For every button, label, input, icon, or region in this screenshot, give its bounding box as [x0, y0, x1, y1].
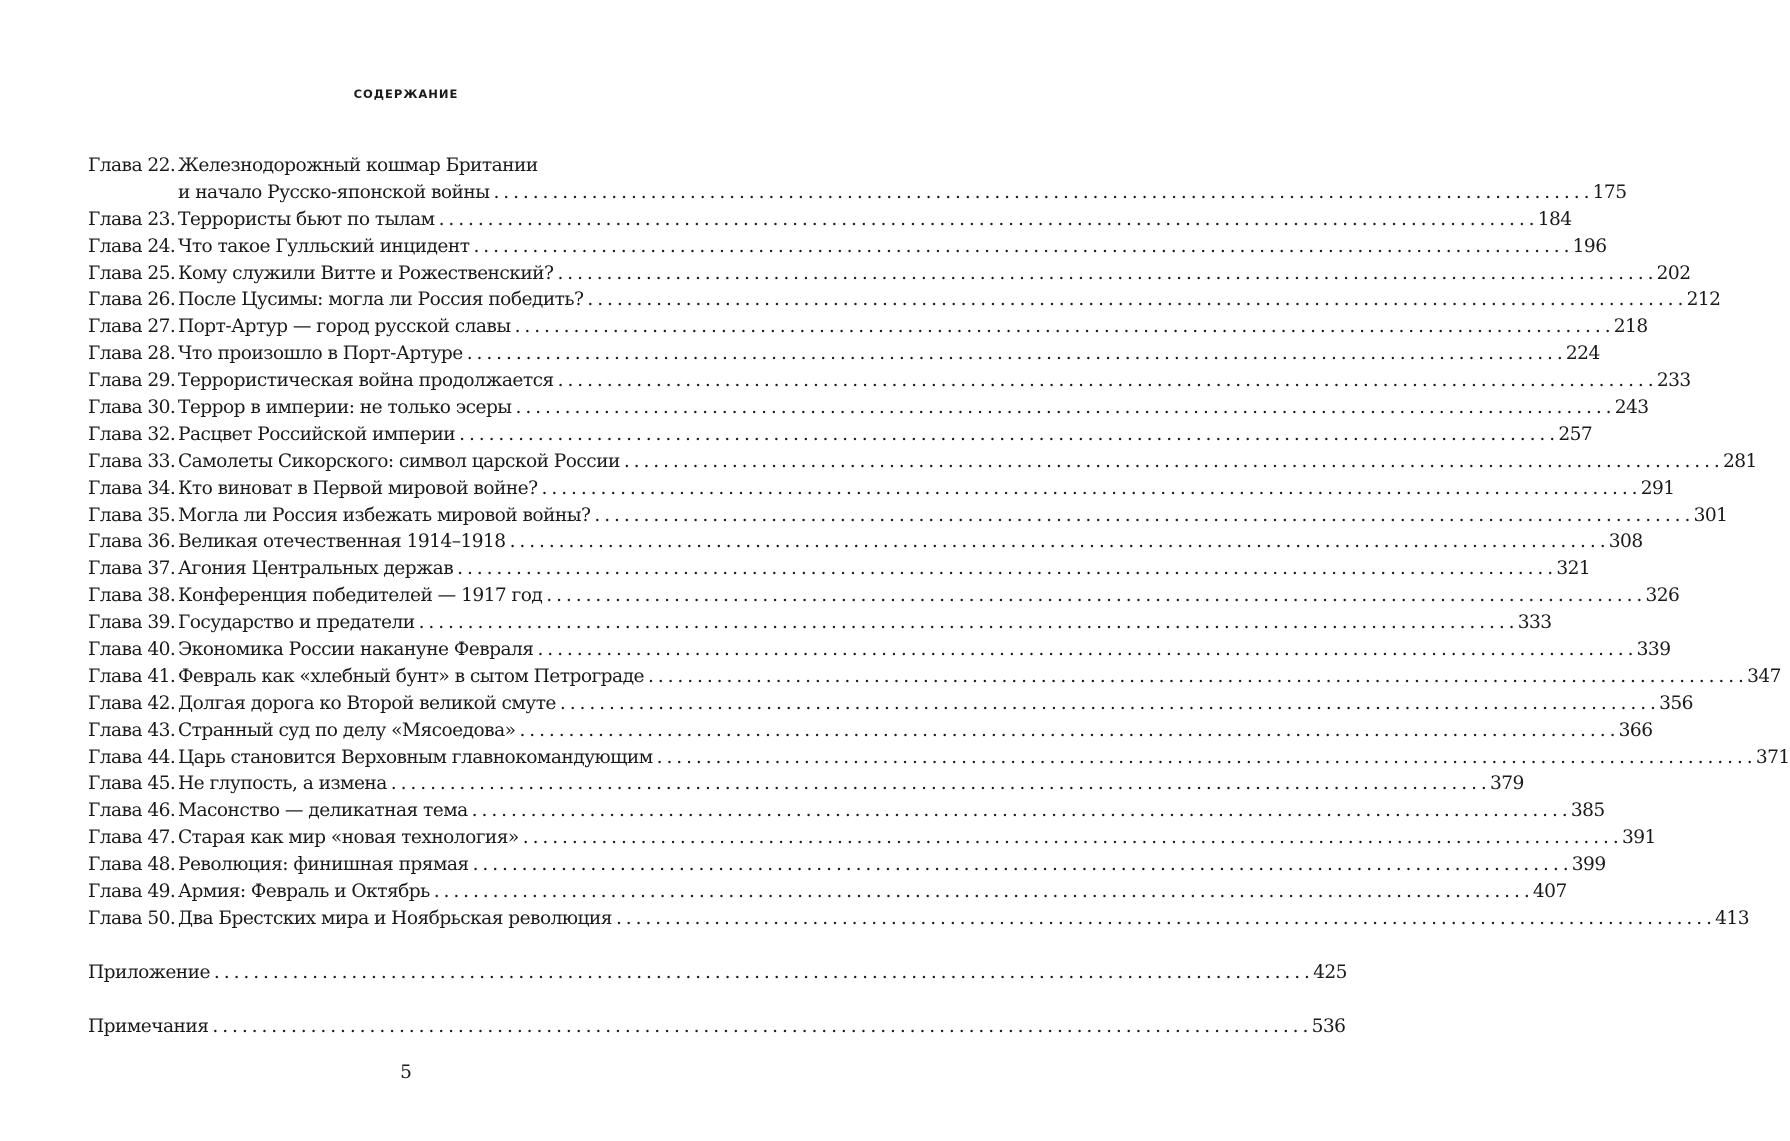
chapter-label: Глава 37.: [88, 558, 176, 580]
chapter-label: Глава 44.: [88, 746, 176, 768]
dot-leader: [434, 879, 1529, 906]
dot-leader: [457, 556, 1552, 583]
dot-leader: [467, 341, 1562, 368]
page-number: 184: [1537, 208, 1572, 230]
chapter-label: Глава 30.: [88, 397, 176, 419]
chapter-title: Кто виноват в Первой мировой войне?: [178, 477, 538, 499]
chapter-title: Революция: финишная прямая: [178, 854, 469, 876]
chapter-title: Могла ли Россия избежать мировой войны?: [178, 504, 591, 526]
page-number: 321: [1556, 558, 1591, 580]
chapter-title: Террор в империи: не только эсеры: [178, 397, 512, 419]
chapter-label: Глава 35.: [88, 504, 176, 526]
chapter-title: Что такое Гулльский инцидент: [178, 235, 470, 257]
toc-entry[interactable]: [88, 906, 1749, 933]
dot-leader: [493, 180, 1588, 207]
page-number: 366: [1618, 719, 1653, 741]
chapter-title: Армия: Февраль и Октябрь: [178, 881, 430, 903]
toc-entries: [88, 207, 1790, 933]
chapter-label: Глава 32.: [88, 423, 176, 445]
toc-entry[interactable]: [88, 771, 1524, 798]
chapter-label: Глава 29.: [88, 370, 176, 392]
chapter-label: Глава 23.: [88, 208, 176, 230]
chapter-title: Террористы бьют по тылам: [178, 208, 435, 230]
page-number: 536: [1311, 1015, 1346, 1037]
chapter-title: После Цусимы: могла ли Россия победить?: [178, 289, 584, 311]
chapter-title: Порт-Артур — город русской славы: [178, 316, 511, 338]
chapter-title: Кому служили Витте и Рожественский?: [178, 262, 554, 284]
dot-leader: [560, 691, 1655, 718]
chapter-title: Великая отечественная 1914–1918: [178, 531, 506, 553]
toc-entry[interactable]: [88, 583, 1680, 610]
chapter-title: Долгая дорога ко Второй великой смуте: [178, 692, 556, 714]
page-number: 243: [1614, 397, 1649, 419]
toc-entry[interactable]: [88, 476, 1675, 503]
chapter-label: Глава 46.: [88, 800, 176, 822]
dot-leader: [515, 314, 1610, 341]
chapter-title: Февраль как «хлебный бунт» в сытом Петрограде: [178, 665, 644, 687]
chapter-title: Старая как мир «новая технология»: [178, 827, 519, 849]
chapter-title: Масонство — деликатная тема: [178, 800, 468, 822]
page-number: 218: [1613, 316, 1648, 338]
toc-entry[interactable]: [88, 395, 1649, 422]
chapter-label: Глава 22.: [88, 155, 176, 176]
chapter-title: Расцвет Российской империи: [178, 423, 456, 445]
dot-leader: [510, 529, 1605, 556]
page-number: 333: [1517, 612, 1552, 634]
toc-entry[interactable]: [88, 637, 1671, 664]
toc-entry-notes[interactable]: [88, 1014, 1346, 1041]
dot-leader: [546, 583, 1641, 610]
dot-leader: [519, 718, 1614, 745]
chapter-label: Глава 38.: [88, 585, 176, 607]
page-number: 257: [1558, 423, 1593, 445]
toc-entry-appendix[interactable]: [88, 960, 1347, 987]
toc-entry[interactable]: [88, 825, 1656, 852]
chapter-label: Глава 41.: [88, 665, 176, 687]
dot-leader: [657, 745, 1752, 772]
toc-entry[interactable]: [88, 556, 1591, 583]
chapter-title: Агония Центральных держав: [178, 558, 454, 580]
dot-leader: [214, 960, 1309, 987]
chapter-label: Глава 27.: [88, 316, 176, 338]
toc-entry[interactable]: [88, 879, 1567, 906]
table-of-contents: [88, 153, 1790, 1041]
chapter-title: Железнодорожный кошмар Британии: [178, 155, 538, 176]
chapter-title: Экономика России накануне Февраля: [178, 639, 534, 661]
toc-entry[interactable]: [88, 610, 1552, 637]
chapter-label: Глава 39.: [88, 612, 176, 634]
toc-entry[interactable]: [88, 261, 1691, 288]
page-number: 347: [1747, 665, 1781, 687]
toc-entry[interactable]: [88, 691, 1693, 718]
dot-leader: [473, 234, 1568, 261]
chapter-label: Глава 45.: [88, 773, 176, 795]
page-number: 308: [1608, 531, 1643, 553]
chapter-label: Глава 42.: [88, 692, 176, 714]
chapter-label: Глава 49.: [88, 881, 176, 903]
chapter-label: Глава 48.: [88, 854, 176, 876]
page-number: 371: [1755, 746, 1790, 768]
notes-title: Примечания: [88, 1015, 209, 1037]
toc-entry[interactable]: [88, 745, 1790, 772]
chapter-title: Конференция победителей — 1917 год: [178, 585, 543, 607]
chapter-title: Два Брестских мира и Ноябрьская революция: [178, 907, 612, 929]
page-title: СОДЕРЖАНИЕ: [353, 87, 459, 101]
page-number: 281: [1723, 450, 1757, 472]
chapter-title: Террористическая война продолжается: [178, 370, 554, 392]
toc-entry[interactable]: [88, 852, 1606, 879]
dot-leader: [616, 906, 1711, 933]
chapter-label: Глава 26.: [88, 289, 176, 311]
dot-leader: [624, 449, 1719, 476]
chapter-title: и начало Русско-японской войны: [178, 181, 490, 203]
dot-leader: [542, 476, 1637, 503]
dot-leader: [558, 368, 1653, 395]
page-number: 399: [1571, 854, 1606, 876]
chapter-label: Глава 50.: [88, 907, 176, 929]
dot-leader: [594, 503, 1689, 530]
chapter-label: Глава 36.: [88, 531, 176, 553]
page-number: 326: [1645, 585, 1680, 607]
toc-entry[interactable]: [88, 529, 1643, 556]
page-number: 212: [1686, 289, 1721, 311]
page-number: 196: [1572, 235, 1607, 257]
page-number: 356: [1659, 692, 1693, 714]
toc-entry[interactable]: [88, 449, 1757, 476]
chapter-title: Царь становится Верховным главнокомандующим: [178, 746, 653, 768]
chapter-title: Государство и предатели: [178, 612, 415, 634]
toc-entry[interactable]: [88, 287, 1721, 314]
dot-leader: [212, 1014, 1307, 1041]
dot-leader: [516, 395, 1611, 422]
page-number: 233: [1656, 370, 1691, 392]
dot-leader: [537, 637, 1632, 664]
chapter-label: Глава 47.: [88, 827, 176, 849]
page-number: 339: [1636, 639, 1671, 661]
chapter-title: Странный суд по делу «Мясоедова»: [178, 719, 516, 741]
page-number: 425: [1313, 961, 1347, 983]
chapter-title: Самолеты Сикорского: символ царской России: [178, 450, 620, 472]
toc-entry[interactable]: [88, 234, 1607, 261]
toc-entry[interactable]: [88, 207, 1572, 234]
page-number: 202: [1656, 262, 1691, 284]
chapter-label: Глава 43.: [88, 719, 176, 741]
toc-entry[interactable]: [88, 798, 1605, 825]
dot-leader: [459, 422, 1554, 449]
dot-leader: [473, 852, 1568, 879]
page-number: 391: [1621, 827, 1656, 849]
dot-leader: [587, 287, 1682, 314]
toc-entry[interactable]: [88, 341, 1600, 368]
page-number: 379: [1489, 773, 1524, 795]
page-number: 301: [1693, 504, 1728, 526]
toc-entry[interactable]: [88, 422, 1593, 449]
page-number: 413: [1715, 907, 1749, 929]
chapter-label: Глава 33.: [88, 450, 176, 472]
chapter-title: Не глупость, а измена: [178, 773, 387, 795]
appendix-title: Приложение: [88, 961, 210, 983]
dot-leader: [391, 771, 1486, 798]
page-number: 385: [1570, 800, 1605, 822]
chapter-title: Что произошло в Порт-Артуре: [178, 343, 463, 365]
page-number: 407: [1532, 881, 1567, 903]
toc-entry[interactable]: [88, 664, 1781, 691]
toc-entry[interactable]: [88, 180, 1627, 207]
toc-entry[interactable]: [88, 718, 1653, 745]
dot-leader: [648, 664, 1743, 691]
dot-leader: [523, 825, 1618, 852]
chapter-label: Глава 34.: [88, 477, 176, 499]
dot-leader: [472, 798, 1567, 825]
page-folio: 5: [400, 1062, 412, 1083]
chapter-label: Глава 40.: [88, 639, 176, 661]
dot-leader: [557, 261, 1652, 288]
toc-entry[interactable]: [88, 503, 1728, 530]
chapter-label: Глава 25.: [88, 262, 176, 284]
toc-entry[interactable]: [88, 314, 1648, 341]
toc-entry-title-line: [88, 153, 716, 180]
page-number: 224: [1565, 343, 1600, 365]
dot-leader: [439, 207, 1534, 234]
chapter-label: Глава 24.: [88, 235, 176, 257]
dot-leader: [419, 610, 1514, 637]
toc-entry[interactable]: [88, 368, 1691, 395]
page-number: 291: [1640, 477, 1675, 499]
page-number: 175: [1592, 181, 1627, 203]
chapter-label: Глава 28.: [88, 343, 176, 365]
